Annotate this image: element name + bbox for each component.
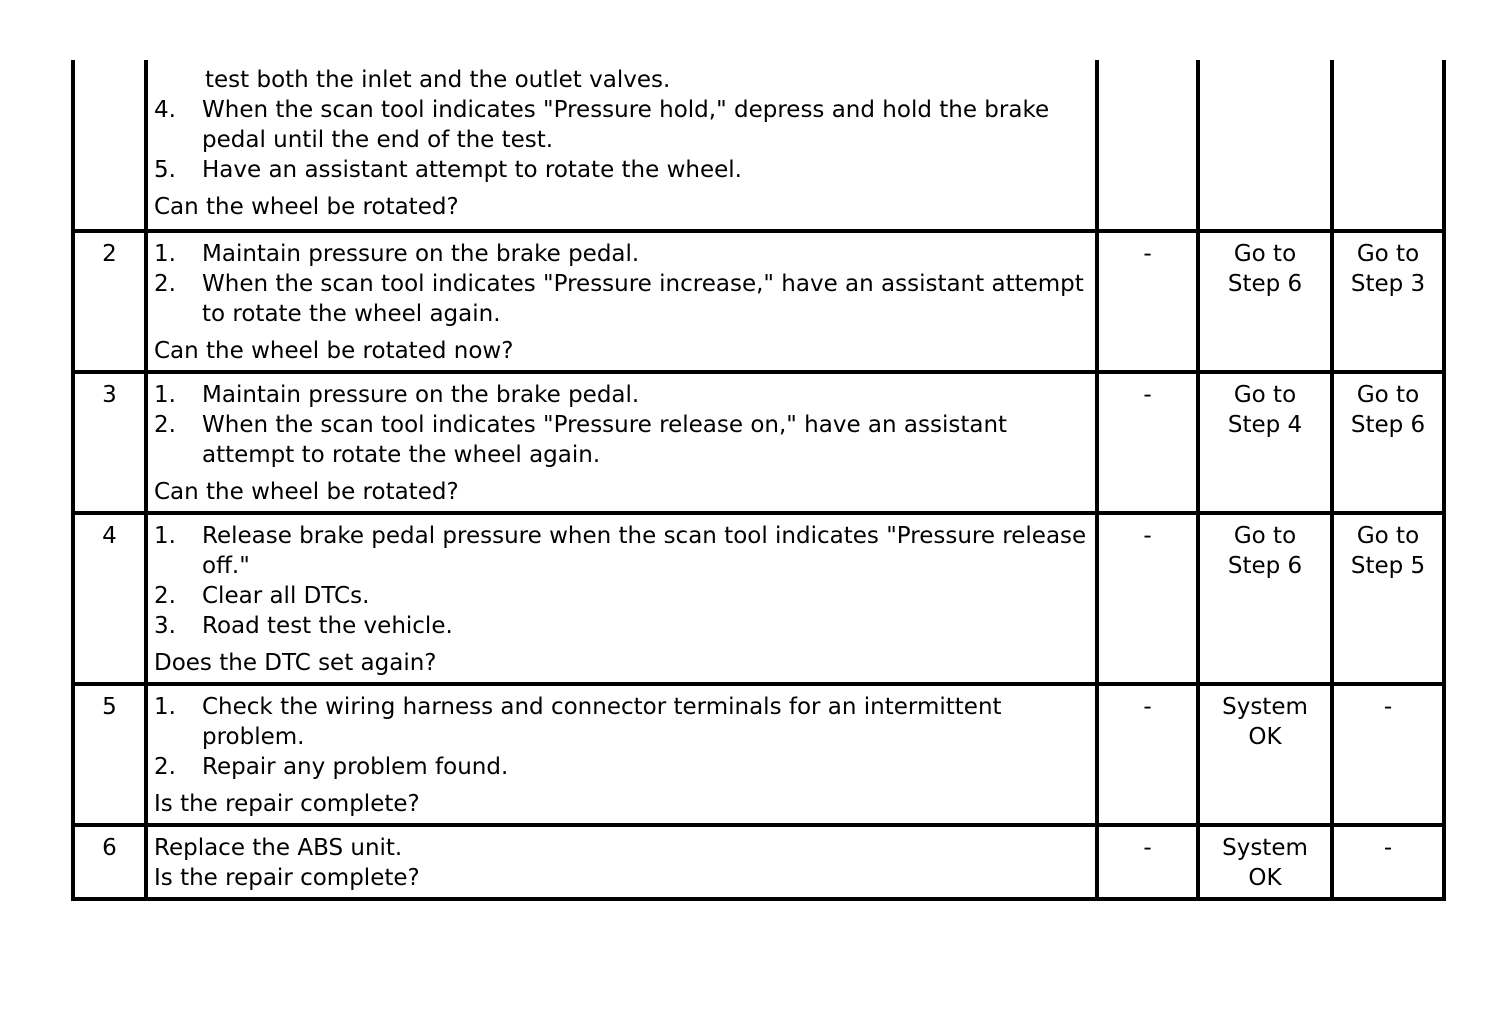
table-row — [73, 513, 1444, 684]
question-text: Does the DTC set again? — [154, 650, 437, 676]
list-item-number: 1. — [154, 382, 176, 408]
list-item-text: Maintain pressure on the brake pedal. — [202, 382, 640, 408]
question-text: Is the repair complete? — [154, 865, 420, 891]
list-item-text: When the scan tool indicates "Pressure hold," depress and hold the brake pedal until the end of the test. — [202, 97, 1050, 153]
no-cell: - — [1332, 684, 1444, 825]
list-item-number: 2. — [154, 583, 176, 609]
list-item-text: Clear all DTCs. — [202, 583, 370, 609]
list-item-text: Road test the vehicle. — [202, 613, 453, 639]
yes-cell: System OK — [1198, 825, 1332, 899]
step-list — [154, 521, 1089, 641]
no-cell: Go to Step 3 — [1332, 231, 1444, 372]
table-row — [73, 231, 1444, 372]
list-item-number: 2. — [154, 412, 176, 438]
list-item-text: Have an assistant attempt to rotate the wheel. — [202, 157, 742, 183]
table-row — [73, 60, 1444, 231]
question-text: Can the wheel be rotated now? — [154, 338, 514, 364]
list-item — [154, 95, 1089, 155]
action-cell — [146, 684, 1097, 825]
yes-cell: Go to Step 4 — [1198, 372, 1332, 513]
value-cell: - — [1097, 513, 1198, 684]
list-item-number: 2. — [154, 271, 176, 297]
question-text: Can the wheel be rotated? — [154, 194, 459, 220]
value-cell: - — [1097, 684, 1198, 825]
list-item — [154, 155, 1089, 185]
list-item-number: 2. — [154, 754, 176, 780]
list-item-text: When the scan tool indicates "Pressure release on," have an assistant attempt to rotate the wheel again. — [202, 412, 1008, 468]
action-cell — [146, 60, 1097, 231]
list-item — [154, 692, 1089, 752]
table-row — [73, 372, 1444, 513]
step-list — [154, 239, 1089, 329]
action-cell — [146, 372, 1097, 513]
list-item — [154, 239, 1089, 269]
yes-cell: System OK — [1198, 684, 1332, 825]
no-cell: Go to Step 5 — [1332, 513, 1444, 684]
list-item-text: Check the wiring harness and connector terminals for an intermittent problem. — [202, 694, 1002, 750]
value-cell: - — [1097, 372, 1198, 513]
step-cell — [73, 60, 146, 231]
list-item-text: Maintain pressure on the brake pedal. — [202, 241, 640, 267]
list-item-text: test both the inlet and the outlet valves. — [205, 67, 671, 93]
action-cell — [146, 513, 1097, 684]
step-cell: 5 — [73, 684, 146, 825]
list-item-number: 1. — [154, 523, 176, 549]
step-list — [154, 65, 1089, 185]
list-item-number: 1. — [154, 694, 176, 720]
value-cell: - — [1097, 231, 1198, 372]
table-row — [73, 825, 1444, 899]
list-item-text: Repair any problem found. — [202, 754, 509, 780]
step-cell: 6 — [73, 825, 146, 899]
list-item — [154, 410, 1089, 470]
yes-cell: Go to Step 6 — [1198, 513, 1332, 684]
step-list — [154, 692, 1089, 782]
no-cell: - — [1332, 825, 1444, 899]
step-list — [154, 380, 1089, 470]
no-cell — [1332, 60, 1444, 231]
question-text: Is the repair complete? — [154, 791, 420, 817]
question-text: Can the wheel be rotated? — [154, 479, 459, 505]
no-cell: Go to Step 6 — [1332, 372, 1444, 513]
list-item — [154, 65, 1089, 95]
step-cell: 4 — [73, 513, 146, 684]
yes-cell — [1198, 60, 1332, 231]
list-item-number: 3. — [154, 613, 176, 639]
list-item-number: 5. — [154, 157, 176, 183]
table-row — [73, 684, 1444, 825]
list-item — [154, 581, 1089, 611]
list-item-number: 4. — [154, 97, 176, 123]
list-item — [154, 752, 1089, 782]
list-item — [154, 380, 1089, 410]
list-item — [154, 521, 1089, 581]
action-cell — [146, 231, 1097, 372]
action-line: Replace the ABS unit. — [154, 835, 403, 861]
action-cell — [146, 825, 1097, 899]
list-item-text: When the scan tool indicates "Pressure increase," have an assistant attempt to rotate the wheel again. — [202, 271, 1084, 327]
value-cell — [1097, 60, 1198, 231]
list-item — [154, 611, 1089, 641]
diagnostic-table — [71, 60, 1446, 901]
yes-cell: Go to Step 6 — [1198, 231, 1332, 372]
list-item-text: Release brake pedal pressure when the scan tool indicates "Pressure release off." — [202, 523, 1087, 579]
list-item-number: 1. — [154, 241, 176, 267]
list-item — [154, 269, 1089, 329]
step-cell: 2 — [73, 231, 146, 372]
value-cell: - — [1097, 825, 1198, 899]
step-cell: 3 — [73, 372, 146, 513]
